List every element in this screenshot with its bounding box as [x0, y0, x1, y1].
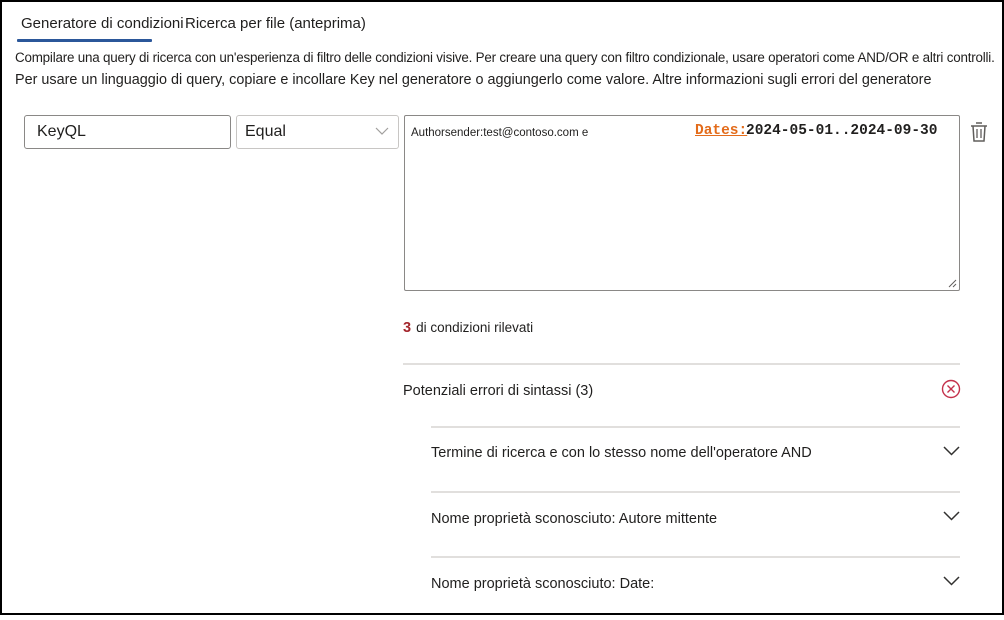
divider	[431, 556, 960, 558]
syntax-error-item[interactable]	[431, 491, 960, 555]
conditions-count-label: di condizioni rilevati	[416, 320, 534, 335]
chevron-down-icon[interactable]	[943, 576, 960, 586]
divider	[431, 426, 960, 428]
tab-condition-builder[interactable]: Generatore di condizioni	[21, 15, 184, 32]
syntax-error-label: Termine di ricerca e con lo stesso nome dell'operatore AND	[431, 445, 812, 461]
chevron-down-icon[interactable]	[943, 446, 960, 456]
trash-icon[interactable]	[969, 121, 989, 143]
syntax-errors-header: Potenziali errori di sintassi (3)	[403, 383, 594, 399]
condition-field-input[interactable]: KeyQL	[24, 115, 231, 149]
chevron-down-icon	[374, 125, 390, 137]
detected-conditions-count	[403, 320, 533, 336]
tab-selected-indicator	[17, 39, 152, 42]
description-link-text[interactable]: Per usare un linguaggio di query, copiare e incollare Key nel generatore o aggiungerlo come valore. Altre informazioni sugli errori del generatore	[15, 72, 932, 88]
tab-search-by-file[interactable]: Ricerca per file (anteprima)	[185, 15, 366, 32]
operator-dropdown[interactable]	[236, 115, 399, 149]
chevron-down-icon[interactable]	[943, 511, 960, 521]
operator-selected-value: Equal	[245, 123, 286, 140]
divider	[403, 363, 960, 365]
syntax-error-item[interactable]	[431, 556, 960, 620]
error-circle-icon	[941, 379, 961, 399]
condition-value-textarea[interactable]	[404, 115, 960, 291]
syntax-error-label: Nome proprietà sconosciuto: Autore mittente	[431, 511, 718, 527]
value-date-range: 2024-05-01..2024-09-30	[746, 123, 938, 139]
syntax-error-label: Nome proprietà sconosciuto: Date:	[431, 576, 655, 592]
syntax-error-item[interactable]	[431, 426, 960, 490]
value-dates-keyword: Dates:	[695, 123, 748, 139]
resize-grip-icon[interactable]	[948, 279, 957, 288]
conditions-count-number: 3	[403, 320, 412, 336]
description-text: Compilare una query di ricerca con un'esperienza di filtro delle condizioni visive. Per creare una query con filtro condizionale, usare operatori come AND/OR e altri controlli.	[15, 50, 995, 65]
divider	[431, 491, 960, 493]
value-query-text: Authorsender:test@contoso.com e	[411, 127, 589, 139]
